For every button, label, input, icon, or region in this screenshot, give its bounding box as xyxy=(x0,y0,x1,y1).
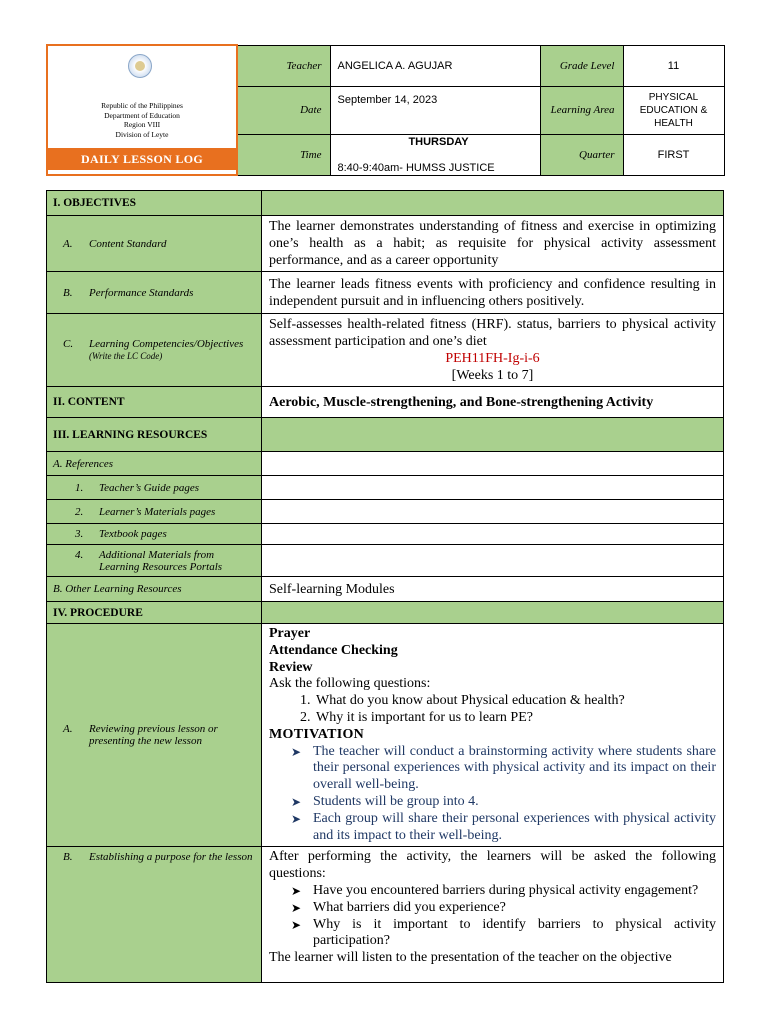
objectives-heading: I. OBJECTIVES xyxy=(47,191,262,216)
other-resources-label: B. Other Learning Resources xyxy=(47,577,262,602)
list-item: ➤ Have you encountered barriers during physical activity engagement? xyxy=(291,882,699,898)
review-questions xyxy=(269,693,716,727)
procedure-a-label: Reviewing previous lesson or presenting the new lesson xyxy=(89,723,218,748)
deped-logo-block xyxy=(47,45,237,175)
resource-item: 4. Additional Materials from Learning Resources Portals xyxy=(47,545,262,577)
resources-heading-fill xyxy=(262,418,724,452)
learning-area-label: Learning Area xyxy=(540,86,623,134)
performance-standards-label: Performance Standards xyxy=(89,286,194,299)
procedure-heading-fill xyxy=(262,602,724,624)
resource-item: 1. Teacher’s Guide pages xyxy=(47,476,262,500)
competencies-label-cell: C. Learning Competencies/Objectives (Write the LC Code) xyxy=(47,314,262,387)
deped-seal-icon xyxy=(128,54,152,78)
procedure-heading: IV. PROCEDURE xyxy=(47,602,262,624)
daily-lesson-log-title: DAILY LESSON LOG xyxy=(48,148,236,170)
competencies-cell xyxy=(262,314,724,387)
lesson-header-table xyxy=(46,44,725,176)
quarter-label: Quarter xyxy=(540,134,623,175)
other-resources-value: Self-learning Modules xyxy=(262,577,724,602)
content-text: Aerobic, Muscle-strengthening, and Bone-strengthening Activity xyxy=(262,387,724,418)
purpose-bullets xyxy=(269,883,716,950)
attendance-checking: Attendance Checking xyxy=(269,642,398,658)
procedure-a-content xyxy=(262,624,724,847)
content-heading: II. CONTENT xyxy=(47,387,262,418)
quarter-value: FIRST xyxy=(623,134,724,175)
procedure-a-label-cell: A. Reviewing previous lesson or presenting the new lesson xyxy=(47,624,262,847)
list-item: ➤ What barriers did you experience? xyxy=(291,899,506,915)
procedure-b-label-cell: B. Establishing a purpose for the lesson xyxy=(47,847,262,983)
list-item: ➤ Students will be group into 4. xyxy=(291,793,479,809)
lc-code: PEH11FH-Ig-i-6 xyxy=(445,351,540,366)
resource-value xyxy=(262,524,724,545)
weeks: [Weeks 1 to 7] xyxy=(451,368,534,383)
list-item: ➤ The teacher will conduct a brainstorming activity where students share their personal experiences with physical activity and its impact on their overall well-being. xyxy=(291,743,716,793)
date-label: Date xyxy=(237,86,330,134)
arrow-bullet-icon: ➤ xyxy=(291,900,302,915)
references-value xyxy=(262,452,724,476)
resource-item: 2. Learner’s Materials pages xyxy=(47,500,262,524)
motivation-bullets xyxy=(269,744,716,845)
motivation: MOTIVATION xyxy=(269,726,365,742)
competencies-text: Self-assesses health-related fitness (HRF). status, barriers to physical activity assessment participation and one’s diet xyxy=(269,317,716,349)
lc-code-note: (Write the LC Code) xyxy=(89,351,163,361)
time-day: THURSDAY xyxy=(408,135,469,148)
resource-value xyxy=(262,500,724,524)
procedure-b-content xyxy=(262,847,724,983)
arrow-bullet-icon: ➤ xyxy=(291,811,302,826)
resource-item: 3. Textbook pages xyxy=(47,524,262,545)
content-standard-text: The learner demonstrates understanding of fitness and exercise in optimizing one’s health as a habit; as requisite for physical activity assessment performance, and as a career opportunity xyxy=(262,216,724,272)
grade-level-label: Grade Level xyxy=(540,45,623,86)
arrow-bullet-icon: ➤ xyxy=(291,883,302,898)
prayer: Prayer xyxy=(269,626,311,641)
time-value: 8:40-9:40am- HUMSS JUSTICE xyxy=(337,161,495,174)
performance-standards-text: The learner leads fitness events with proficiency and confidence resulting in independent pursuit and in influencing others positively. xyxy=(262,272,724,314)
review: Review xyxy=(269,659,313,675)
procedure-b-closing: The learner will listen to the presentation of the teacher on the objective xyxy=(269,950,672,966)
resource-value xyxy=(262,476,724,500)
arrow-bullet-icon: ➤ xyxy=(291,917,302,932)
procedure-b-intro: After performing the activity, the learners will be asked the following questions: xyxy=(269,849,716,882)
lesson-plan-table xyxy=(46,190,724,983)
competencies-label: Learning Competencies/Objectives xyxy=(89,338,244,350)
objectives-heading-fill xyxy=(262,191,724,216)
grade-level-value: 11 xyxy=(623,45,724,86)
list-item: 2. Why it is important for us to learn PE? xyxy=(314,710,716,727)
list-item: ➤ Why is it important to identify barriers to physical activity participation? xyxy=(291,916,716,949)
agency-lines: Republic of the Philippines Department of Education Region VIII Division of Leyte xyxy=(101,101,183,139)
resource-value xyxy=(262,545,724,577)
list-item: 1. What do you know about Physical education & health? xyxy=(314,693,716,710)
performance-standards-label-cell: B. Performance Standards xyxy=(47,272,262,314)
arrow-bullet-icon: ➤ xyxy=(291,794,302,809)
teacher-label: Teacher xyxy=(237,45,330,86)
teacher-value: ANGELICA A. AGUJAR xyxy=(330,45,540,86)
resources-heading: III. LEARNING RESOURCES xyxy=(47,418,262,452)
date-value: September 14, 2023 xyxy=(330,86,540,134)
references-label: A. References xyxy=(47,452,262,476)
ask-questions: Ask the following questions: xyxy=(269,676,431,692)
time-cell xyxy=(330,134,540,175)
learning-area-value: PHYSICAL EDUCATION & HEALTH xyxy=(623,86,724,134)
list-item: ➤ Each group will share their personal experiences with physical activity and its impact to their well-being. xyxy=(291,810,716,843)
content-standard-label: Content Standard xyxy=(89,237,167,250)
time-label: Time xyxy=(237,134,330,175)
content-standard-label-cell: A. Content Standard xyxy=(47,216,262,272)
procedure-b-label: Establishing a purpose for the lesson xyxy=(89,851,253,864)
arrow-bullet-icon: ➤ xyxy=(291,744,302,759)
